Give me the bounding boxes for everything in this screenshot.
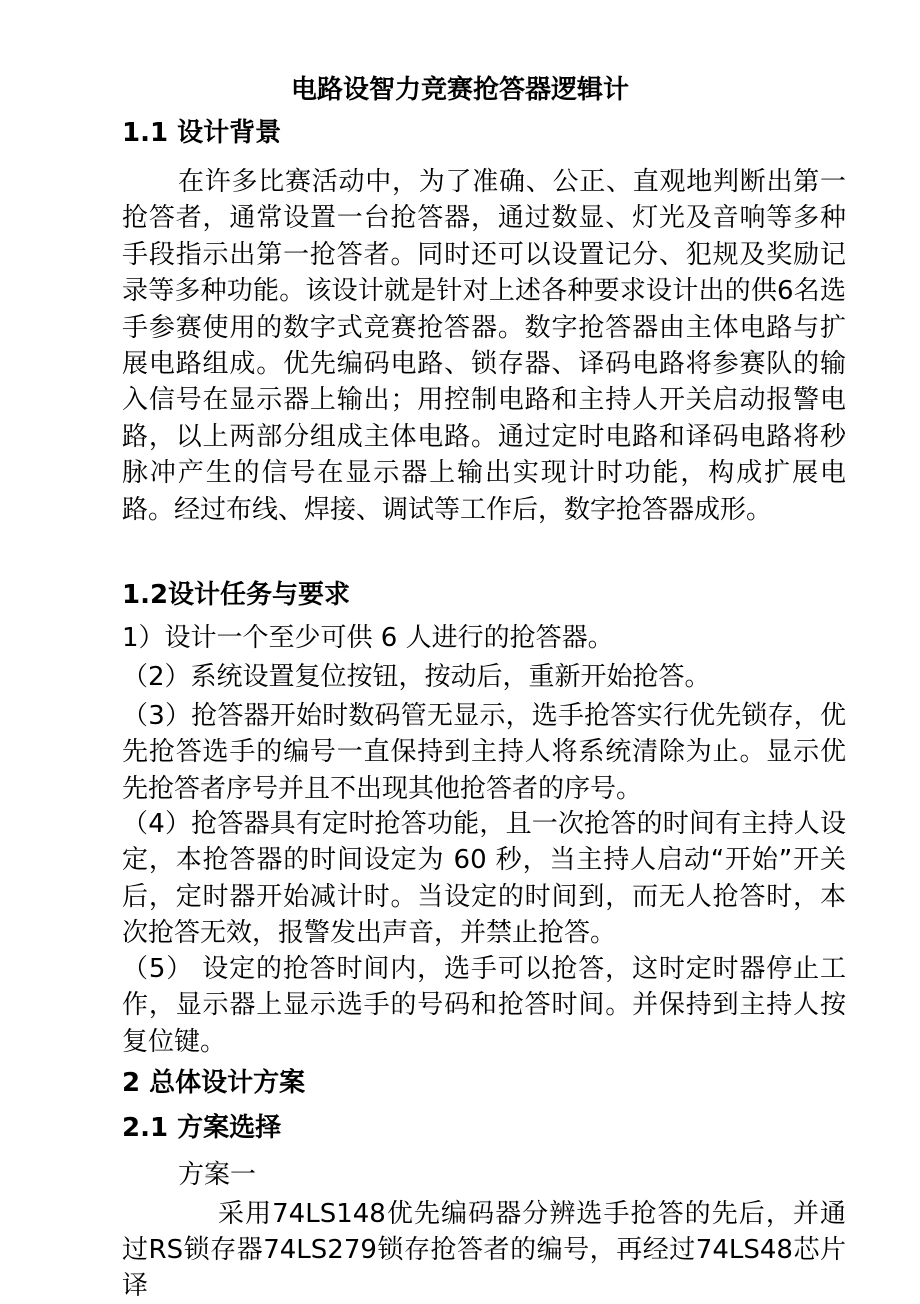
requirement-item-4: （4）抢答器具有定时抢答功能，且一次抢答的时间有主持人设定，本抢答器的时间设定为 60 秒，当主持人启动“开始”开关后，定时器开始减计时。当设定的时间到，而无人抢答时，本次抢答无效，报警发出声音，并禁止抢答。 <box>122 809 846 949</box>
solution-option-label: 方案一 <box>178 1160 257 1190</box>
section-heading-1-1: 1.1 设计背景 <box>122 118 282 148</box>
section-heading-2-1: 2.1 方案选择 <box>122 1113 282 1143</box>
section-1-1-paragraph: 在许多比赛活动中，为了准确、公正、直观地判断出第一抢答者，通常设置一台抢答器，通过数显、灯光及音响等多种手段指示出第一抢答者。同时还可以设置记分、犯规及奖励记录等多种功能。该设计就是针对上述各种要求设计出的供6名选手参赛使用的数字式竞赛抢答器。数字抢答器由主体电路与扩展电路组成。优先编码电路、锁存器、译码电路将参赛队的输入信号在显示器上输出；用控制电路和主持人开关启动报警电路，以上两部分组成主体电路。通过定时电路和译码电路将秒脉冲产生的信号在显示器上输出实现计时功能，构成扩展电路。经过布线、焊接、调试等工作后，数字抢答器成形。 <box>122 167 846 525</box>
section-heading-1-2: 1.2设计任务与要求 <box>122 580 351 610</box>
requirement-item-5: （5） 设定的抢答时间内，选手可以抢答，这时定时器停止工作，显示器上显示选手的号码和抢答时间。并保持到主持人按复位键。 <box>122 954 846 1057</box>
requirement-item-2: （2）系统设置复位按钮，按动后，重新开始抢答。 <box>122 662 711 692</box>
solution-option-text: 采用74LS148优先编码器分辨选手抢答的先后，并通过RS锁存器74LS279锁存抢答者的编号，再经过74LS48芯片译 <box>122 1199 846 1301</box>
section-heading-2: 2 总体设计方案 <box>122 1068 306 1098</box>
requirement-item-1: 1）设计一个至少可供 6 人进行的抢答器。 <box>122 623 614 653</box>
requirement-item-3: （3）抢答器开始时数码管无显示，选手抢答实行优先锁存，优先抢答选手的编号一直保持到主持人将系统清除为止。显示优先抢答者序号并且不出现其他抢答者的序号。 <box>122 701 846 804</box>
document-title: 电路设智力竞赛抢答器逻辑计 <box>290 75 629 105</box>
